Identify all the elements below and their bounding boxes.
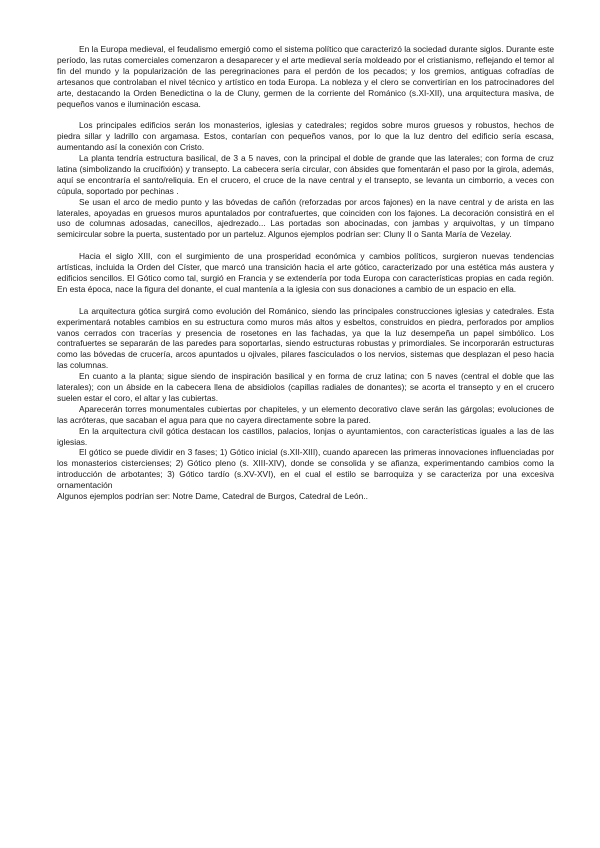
paragraph-gothic-phases: El gótico se puede dividir en 3 fases; 1) Gótico inicial (s.XII-XIII), cuando aparecen las primeras innovaciones influenciadas por los monasterios cistercienses; 2) Gótico pleno (s. XIII-XIV), donde se consolida y se afianza, experimentando cambios como la introducción de arbotantes; 3) Gótico tardío (s.XV-XVI), en el cual el estilo se barroquiza y se caracteriza por una excesiva ornamentación [57, 447, 554, 491]
paragraph-gothic-civil: En la arquitectura civil gótica destacan los castillos, palacios, lonjas o ayuntamientos, con características iguales a las de las iglesias. [57, 425, 554, 447]
paragraph-spacer [57, 240, 554, 251]
paragraph-gothic-examples: Algunos ejemplos podrían ser: Notre Dame, Catedral de Burgos, Catedral de León.. [57, 491, 368, 502]
paragraph-gothic-architecture: La arquitectura gótica surgirá como evolución del Románico, siendo las principales construcciones iglesias y catedrales. Esta experimentará notables cambios en su estructura como muros más altos y esbeltos, construidos en piedra, perforados por amplios vanos cerrados con tracerías y presencia de rosetones en las fachadas, ya que la luz desempeña un papel simbólico. Los contrafuertes se separarán de las paredes para soportarlas, siendo estructuras robustas y primordiales. Se incorporarán estructuras como las bóvedas de crucería, arcos apuntados u ojivales, pilares fasciculados o los nervios, sistemas que desplazan el peso hacia las columnas. [57, 305, 554, 371]
paragraph-gothic-origins: Hacia el siglo XIII, con el surgimiento de una prosperidad económica y cambios políticos, surgieron nuevas tendencias artísticas, incluida la Orden del Císter, que marcó una transición hacia el arte gótico, caracterizado por una estética más austera y edificios sencillos. El Gótico como tal, surgió en Francia y se extendería por toda Europa con características propias en cada región. En esta época, nace la figura del donante, el cual mantenía a la iglesia con sus donaciones a cambio de un espacio en ella. [57, 251, 554, 294]
paragraph-gothic-towers: Aparecerán torres monumentales cubiertas por chapiteles, y un elemento decorativo clave serán las gárgolas; evoluciones de las acróteras, que sacaban el agua para que no cayera directamente sobre la pared. [57, 403, 554, 425]
paragraph-romanesque-plan: La planta tendría estructura basilical, de 3 a 5 naves, con la principal el doble de grande que las laterales; con forma de cruz latina (simbolizando la crucifixión) y transepto. La cabecera sería circular, con ábsides que fomentarán el paso por la girola, además, aquí se encontraría el santo/reliquia. En el crucero, el cruce de la nave central y el transepto, se levanta un cimborrio, a veces con cúpula, soportado por pechinas . [57, 153, 554, 196]
paragraph-spacer [57, 295, 554, 306]
paragraph-romanesque-arches: Se usan el arco de medio punto y las bóvedas de cañón (reforzadas por arcos fajones) en la nave central y de arista en las laterales, apoyadas en gruesos muros apuntalados por contrafuertes, que coinciden con los fajones. La decoración consistirá en el uso de columnas adosadas, canecillos, ajedrezado... Las portadas son abocinadas, con jambas y arquivoltas, y un tímpano semicircular sobre la puerta, sustentado por un parteluz. Algunos ejemplos podrían ser: Cluny II o Santa María de Vezelay. [57, 196, 554, 240]
paragraph-gothic-plan: En cuanto a la planta; sigue siendo de inspiración basilical y en forma de cruz latina; con 5 naves (central el doble que las laterales); con un ábside en la cabecera llena de absidiolos (capillas radiales de donantes); se acorta el transepto y en el crucero suelen estar el coro, el altar y las cubiertas. [57, 371, 554, 403]
paragraph-romanesque-buildings: Los principales edificios serán los monasterios, iglesias y catedrales; regidos sobre muros gruesos y robustos, hechos de piedra sillar y ladrillo con argamasa. Estos, contarían con pequeños vanos, por lo que la luz dentro del edificio sería escasa, aumentando así la conexión con Cristo. [57, 120, 554, 153]
document-page [57, 44, 554, 502]
paragraph-spacer [57, 109, 554, 120]
paragraph-feudalism: En la Europa medieval, el feudalismo emergió como el sistema político que caracterizó la sociedad durante siglos. Durante este período, las rutas comerciales comenzaron a desaparecer y el arte medieval sería moldeado por el cristianismo, reflejando el temor al fin del mundo y la popularización de las peregrinaciones para el perdón de los pecados; y los gremios, antiguas cofradías de artesanos que controlaban el nivel técnico y artístico en toda Europa. La nobleza y el clero se convertirían en los patrocinadores del arte, destacando la Orden Benedictina o la de Cluny, germen de la corriente del Románico (s.XI-XII), una arquitectura masiva, de pequeños vanos e iluminación escasa. [57, 44, 554, 109]
